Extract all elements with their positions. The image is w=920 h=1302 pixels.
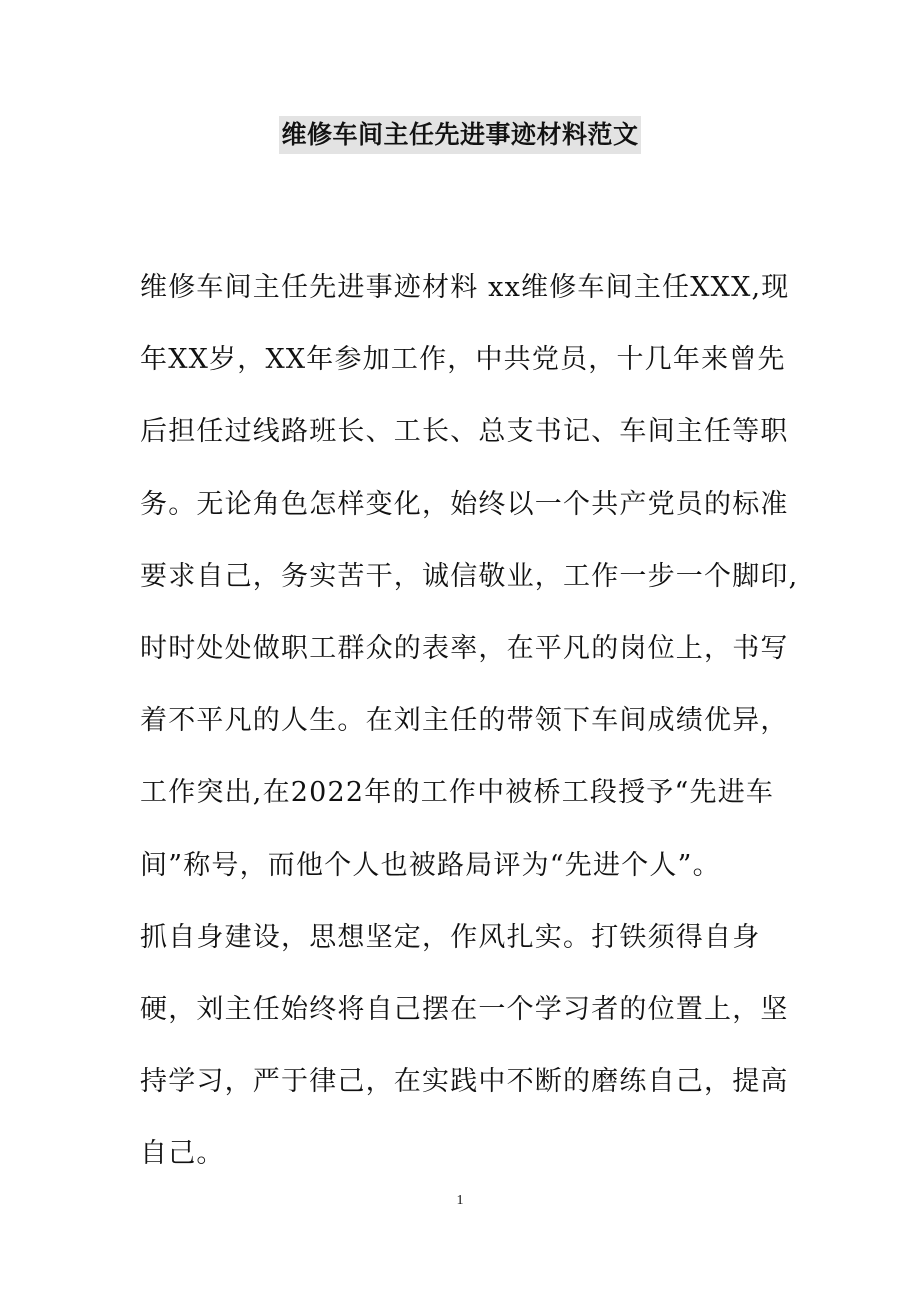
- title-container: [0, 116, 920, 154]
- body-line: 硬，刘主任始终将自己摆在一个学习者的位置上，坚: [140, 994, 789, 1026]
- document-body: [140, 252, 799, 1191]
- body-line: 间”称号，而他个人也被路局评为“先进个人”。: [140, 849, 721, 881]
- body-line: 抓自身建设，思想坚定，作风扎实。打铁须得自身: [140, 921, 761, 953]
- page-number: 1: [456, 1193, 464, 1208]
- body-line: 着不平凡的人生。在刘主任的带领下车间成绩优异，: [140, 705, 789, 737]
- body-line: 年XX岁，XX年参加工作，中共党员，十几年来曾先: [140, 344, 786, 376]
- document-title: 维修车间主任先进事迹材料范文: [279, 116, 640, 154]
- body-line: 维修车间主任先进事迹材料 xx维修车间主任XXX,现: [140, 272, 790, 303]
- body-line: 自己。: [140, 1138, 225, 1170]
- body-line: 后担任过线路班长、工长、总支书记、车间主任等职: [140, 416, 789, 448]
- body-line: 工作突出,在2022年的工作中被桥工段授予“先进车: [140, 777, 775, 809]
- body-line: 要求自己，务实苦干，诚信敬业，工作一步一个脚印,: [140, 560, 799, 592]
- body-line: 务。无论角色怎样变化，始终以一个共产党员的标准: [140, 488, 789, 520]
- body-line: 时时处处做职工群众的表率，在平凡的岗位上，书写: [140, 633, 789, 665]
- body-line: 持学习，严于律己，在实践中不断的磨练自己，提高: [140, 1066, 789, 1098]
